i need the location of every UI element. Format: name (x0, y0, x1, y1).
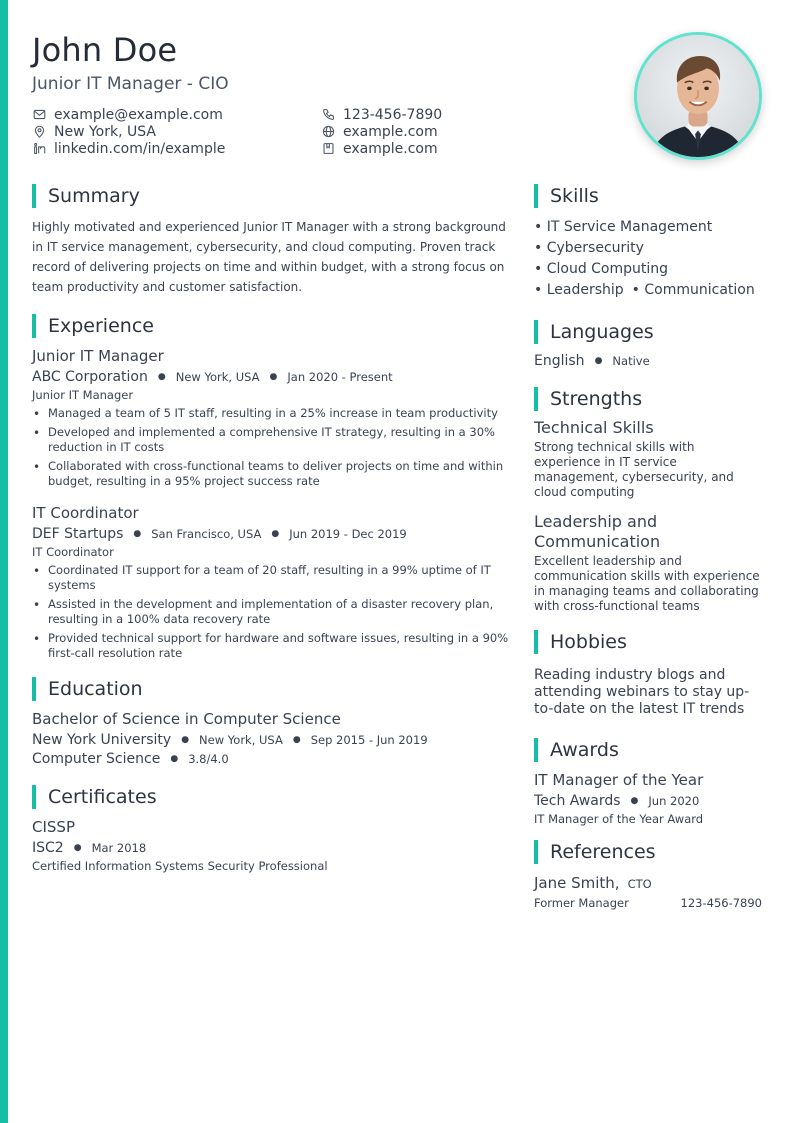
accent-bar (0, 0, 8, 1123)
separator-dot: ● (170, 754, 179, 764)
education-dates: Sep 2015 - Jun 2019 (310, 733, 428, 747)
reference-name: Jane Smith, (534, 874, 620, 892)
experience-company: DEF Startups (32, 526, 124, 542)
separator-dot: ● (271, 529, 280, 539)
portfolio-text: example.com (343, 140, 438, 157)
heading-accent (32, 184, 36, 208)
reference-name-row (534, 873, 764, 893)
education-meta (32, 732, 512, 748)
bullet-item: • Provided technical support for hardware and software issues, resulting in a 90% first-call resolution rate (32, 631, 512, 661)
strength-text: Strong technical skills with experience in IT service management, cybersecurity, and cloud computing (534, 440, 734, 499)
skill-label: IT Service Management (546, 219, 713, 235)
award-description: IT Manager of the Year Award (534, 812, 704, 826)
separator-dot: ● (73, 843, 82, 853)
bookmark-icon (321, 142, 335, 156)
certificate-name: CISSP (32, 818, 75, 836)
certificate-item (32, 817, 512, 873)
skills-list (534, 217, 764, 301)
separator-dot: ● (181, 735, 190, 745)
heading-accent (32, 785, 36, 809)
summary-heading (32, 184, 512, 208)
experience-bullets (32, 563, 512, 661)
experience-meta (32, 526, 512, 542)
heading-accent (534, 184, 538, 208)
reference-relation: Former Manager (534, 896, 629, 910)
side-column (534, 184, 764, 910)
certificate-date: Mar 2018 (91, 841, 147, 855)
contact-linkedin[interactable] (32, 140, 321, 157)
education-heading (32, 677, 512, 701)
reference-role: CTO (627, 877, 652, 891)
experience-role: Junior IT Manager (32, 347, 164, 365)
summary-heading-text: Summary (48, 185, 140, 207)
resume-header (32, 30, 612, 157)
location-text: New York, USA (54, 123, 156, 140)
experience-item (32, 503, 512, 661)
award-issuer: Tech Awards (534, 793, 621, 809)
bullet-item: • Collaborated with cross-functional teams to deliver projects on time and within budget, resulting in a 95% project success rate (32, 459, 512, 489)
strength-item (534, 512, 764, 614)
website-text: example.com (343, 123, 438, 140)
languages-heading-text: Languages (550, 321, 654, 343)
skill-item: • Cybersecurity (534, 240, 644, 256)
phone-text: 123-456-7890 (343, 106, 443, 123)
candidate-title: Junior IT Manager - CIO (32, 74, 229, 94)
phone-icon (321, 108, 335, 122)
mail-icon (32, 108, 46, 122)
skill-label: Cloud Computing (546, 261, 669, 277)
education-degree: Bachelor of Science in Computer Science (32, 710, 341, 728)
certificate-description: Certified Information Systems Security Professional (32, 859, 328, 873)
heading-accent (534, 320, 538, 344)
heading-accent (32, 677, 36, 701)
separator-dot: ● (269, 372, 278, 382)
language-level: Native (612, 354, 650, 368)
heading-accent (534, 738, 538, 762)
skill-item: • IT Service Management (534, 219, 713, 235)
skill-label: Leadership (546, 282, 624, 298)
linkedin-icon (32, 142, 46, 156)
contact-list (32, 106, 612, 157)
location-pin-icon (32, 125, 46, 139)
certificates-heading (32, 785, 512, 809)
experience-location: San Francisco, USA (151, 527, 262, 541)
languages-heading (534, 320, 764, 344)
bullet-item: • Coordinated IT support for a team of 20 staff, resulting in a 99% uptime of IT systems (32, 563, 512, 593)
language-item (534, 353, 764, 369)
hobbies-heading (534, 630, 764, 654)
heading-accent (534, 840, 538, 864)
strength-title: Leadership and Communication (534, 512, 661, 551)
heading-accent (534, 630, 538, 654)
education-field: Computer Science (32, 751, 161, 767)
education-meta-2 (32, 751, 512, 767)
experience-item (32, 346, 512, 489)
experience-bullets (32, 406, 512, 489)
skill-item: • Communication (631, 282, 755, 298)
bullet-item: • Assisted in the development and implementation of a disaster recovery plan, resulting in a 100% data recovery rate (32, 597, 512, 627)
bullet-item: • Managed a team of 5 IT staff, resulting in a 25% increase in team productivity (32, 406, 512, 421)
reference-phone[interactable]: 123-456-7890 (680, 896, 762, 910)
profile-photo (634, 32, 762, 160)
email-text: example@example.com (54, 106, 223, 123)
contact-website[interactable] (321, 123, 581, 140)
hobbies-text: Reading industry blogs and attending webinars to stay up-to-date on the latest IT trends (534, 667, 750, 717)
experience-dates: Jun 2019 - Dec 2019 (289, 527, 407, 541)
experience-heading (32, 314, 512, 338)
reference-item (534, 873, 764, 910)
strength-item (534, 418, 764, 500)
skill-item: • Cloud Computing (534, 261, 669, 277)
education-heading-text: Education (48, 678, 143, 700)
separator-dot: ● (292, 735, 301, 745)
strengths-heading-text: Strengths (550, 388, 643, 410)
education-location: New York, USA (199, 733, 283, 747)
awards-heading-text: Awards (550, 739, 619, 761)
contact-email[interactable] (32, 106, 321, 123)
strength-text: Excellent leadership and communication skills with experience in managing teams and collaborating with cross-functional teams (534, 554, 760, 613)
award-item (534, 770, 764, 826)
contact-portfolio[interactable] (321, 140, 581, 157)
education-gpa: 3.8/4.0 (188, 752, 229, 766)
linkedin-text: linkedin.com/in/example (54, 140, 226, 157)
experience-dates: Jan 2020 - Present (287, 370, 393, 384)
references-heading (534, 840, 764, 864)
strengths-heading (534, 387, 764, 411)
award-meta (534, 793, 764, 809)
certificate-issuer: ISC2 (32, 840, 64, 856)
heading-accent (534, 387, 538, 411)
references-heading-text: References (550, 841, 656, 863)
certificate-meta (32, 840, 512, 856)
strength-title: Technical Skills (534, 418, 654, 437)
education-item (32, 709, 512, 767)
skill-label: Communication (644, 282, 755, 298)
skill-label: Cybersecurity (546, 240, 644, 256)
experience-location: New York, USA (175, 370, 260, 384)
hobbies-heading-text: Hobbies (550, 631, 627, 653)
experience-company: ABC Corporation (32, 369, 148, 385)
candidate-name: John Doe (32, 31, 178, 69)
heading-accent (32, 314, 36, 338)
experience-subtitle: Junior IT Manager (32, 388, 134, 402)
experience-subtitle: IT Coordinator (32, 545, 114, 559)
experience-meta (32, 369, 512, 385)
award-title: IT Manager of the Year (534, 771, 704, 789)
experience-heading-text: Experience (48, 315, 154, 337)
skill-item: • Leadership (534, 282, 624, 298)
certificates-heading-text: Certificates (48, 786, 157, 808)
reference-details (534, 896, 762, 910)
skills-heading-text: Skills (550, 185, 599, 207)
awards-heading (534, 738, 764, 762)
contact-phone[interactable] (321, 106, 581, 123)
separator-dot: ● (133, 529, 142, 539)
separator-dot: ● (157, 372, 166, 382)
experience-role: IT Coordinator (32, 504, 139, 522)
separator-dot: ● (594, 356, 603, 366)
language-name: English (534, 353, 585, 369)
award-date: Jun 2020 (648, 794, 700, 808)
summary-text: Highly motivated and experienced Junior IT Manager with a strong background in IT service management, cybersecurity, and cloud computing. Proven track record of delivering projects on time and within budget, with a strong focus on team productivity and customer satisfaction. (32, 220, 506, 294)
skills-heading (534, 184, 764, 208)
main-column (32, 184, 512, 873)
portrait-illustration (637, 35, 759, 157)
contact-location (32, 123, 321, 140)
bullet-item: • Developed and implemented a comprehensive IT strategy, resulting in a 30% reduction in IT costs (32, 425, 512, 455)
education-school: New York University (32, 732, 172, 748)
globe-icon (321, 125, 335, 139)
separator-dot: ● (630, 796, 639, 806)
